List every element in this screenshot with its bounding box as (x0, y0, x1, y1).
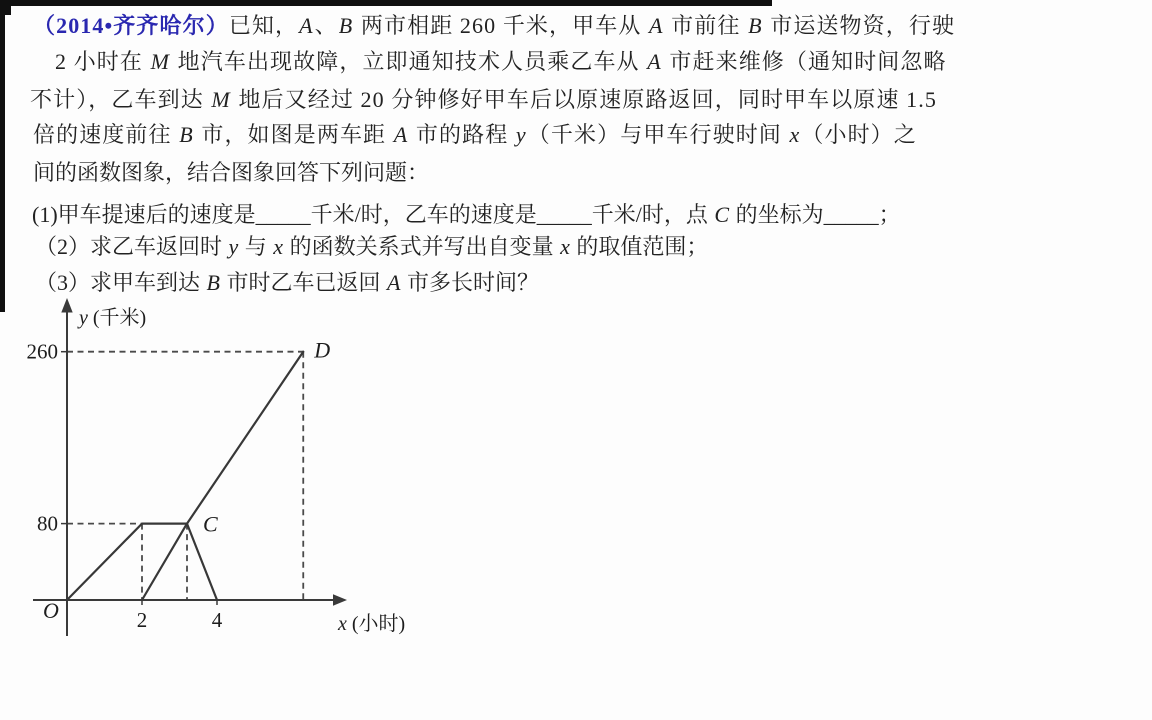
question-1: (1)甲车提速后的速度是_____千米/时，乙车的速度是_____千米/时，点 C 的坐标为_____； (32, 202, 901, 227)
svg-text:80: 80 (37, 511, 58, 536)
problem-line-2: 2 小时在 M 地汽车出现故障，立即通知技术人员乘乙车从 A 市赶来维修（通知时间忽略 (55, 49, 947, 74)
problem-line-1 (33, 11, 955, 41)
tick-labels (27, 340, 223, 632)
problem-line-4: 倍的速度前往 B 市，如图是两车距 A 市的路程 y（千米）与甲车行驶时间 x（小时）之 (33, 122, 917, 147)
exam-source-tag: （2014•齐齐哈尔） (33, 13, 229, 38)
y-axis-arrow-icon (61, 298, 72, 313)
axis-titles (77, 306, 405, 635)
svg-text:D: D (314, 337, 331, 363)
photo-edge-corner (0, 0, 11, 15)
svg-text:y (千米): y (千米) (79, 307, 147, 329)
problem-line-1-text: 已知，A、B 两市相距 260 千米，甲车从 A 市前往 B 市运送物资，行驶 (228, 13, 956, 38)
problem-line-3: 不计），乙车到达 M 地后又经过 20 分钟修好甲车后以原速原路返回，同时甲车以原速 1.5 (30, 87, 937, 112)
svg-text:x (小时): x (小时) (338, 613, 406, 635)
photo-edge-left (0, 0, 5, 312)
question-3: （3）求甲车到达 B 市时乙车已返回 A 市多长时间？ (35, 270, 539, 295)
svg-text:2: 2 (136, 608, 148, 632)
problem-line-5: 间的函数图象，结合图象回答下列问题： (33, 160, 430, 185)
svg-text:O: O (43, 598, 59, 623)
svg-text:260: 260 (26, 339, 58, 364)
svg-text:4: 4 (211, 608, 223, 632)
photo-edge-top (0, 0, 772, 6)
svg-text:C: C (203, 511, 218, 537)
question-2: （2）求乙车返回时 y 与 x 的函数关系式并写出自变量 x 的取值范围； (35, 234, 709, 259)
distance-time-graph (20, 290, 450, 660)
graph-svg (20, 290, 450, 660)
x-axis-arrow-icon (333, 594, 347, 606)
function-graph-lines (67, 352, 303, 600)
